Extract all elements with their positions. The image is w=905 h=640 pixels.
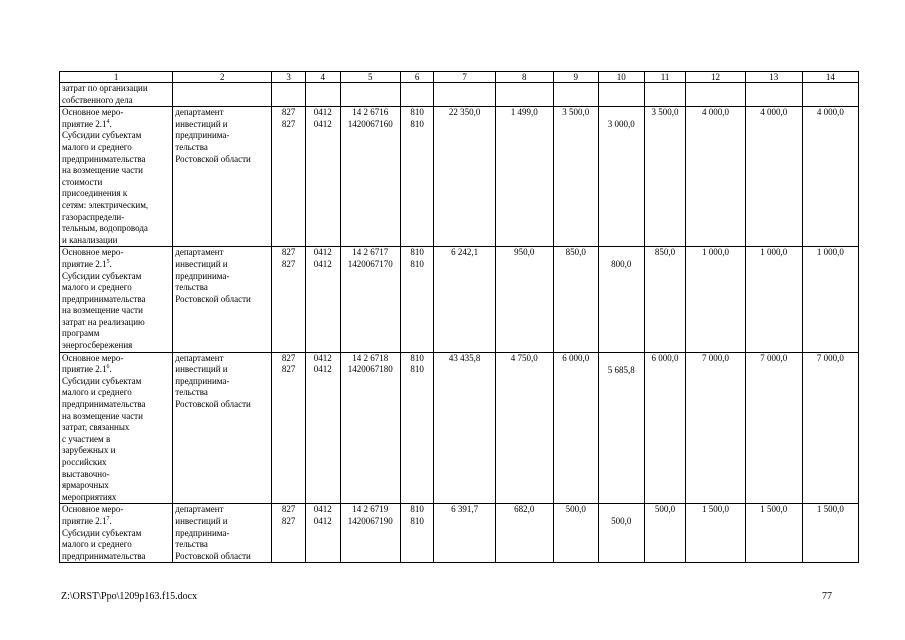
budget-table <box>59 71 859 563</box>
code-value: 810 <box>410 107 424 118</box>
header-cell: 13 <box>745 72 802 83</box>
section-code <box>305 504 340 563</box>
table-row <box>60 504 859 563</box>
header-cell: 14 <box>802 72 858 83</box>
empty-cell <box>745 83 802 107</box>
empty-cell <box>644 83 686 107</box>
code-value: 0412 <box>313 504 332 515</box>
expense-type-code <box>400 107 434 247</box>
footnote-mark: 7 <box>106 515 110 522</box>
text-line: газораспредели- <box>62 211 125 222</box>
expense-type-code <box>400 352 434 504</box>
text-line: мероприятиях <box>62 491 117 502</box>
amount-c12: 4 000,0 <box>686 107 745 247</box>
code-value: 827 <box>281 515 296 526</box>
file-path: Z:\ORST\Ppo\1209p163.f15.docx <box>61 591 198 602</box>
amount-c9: 6 000,0 <box>553 352 598 504</box>
code-value: 14 2 6717 <box>352 247 389 258</box>
amount-c13: 4 000,0 <box>745 107 802 247</box>
target-article-code <box>340 352 400 504</box>
code-value: 1420067160 <box>347 118 393 129</box>
header-cell: 8 <box>495 72 553 83</box>
text-line: Ростовской области <box>175 399 251 410</box>
section-code <box>305 107 340 247</box>
target-article-code <box>340 107 400 247</box>
text-line: инвестиций и <box>175 118 228 129</box>
code-value: 827 <box>281 107 296 118</box>
header-cell: 10 <box>598 72 644 83</box>
amount-c7: 6 242,1 <box>434 247 495 352</box>
amount-c11: 6 000,0 <box>644 352 686 504</box>
responsible-department <box>173 352 272 504</box>
amount-c8: 950,0 <box>495 247 553 352</box>
text-line: стоимости <box>62 176 103 187</box>
text-line: Ростовской области <box>175 153 251 164</box>
text-line: инвестиций и <box>175 515 228 526</box>
footnote-mark: 6 <box>106 364 110 371</box>
text-line: российских <box>62 457 107 467</box>
amount-c14: 7 000,0 <box>802 352 858 504</box>
text-line: сетям: электрическим, <box>62 199 149 210</box>
grbs-code <box>272 107 306 247</box>
grbs-code <box>272 247 306 352</box>
section-code <box>305 352 340 504</box>
code-value: 827 <box>281 118 296 129</box>
code-value: 0412 <box>313 352 332 363</box>
empty-cell <box>802 83 858 107</box>
grbs-code <box>272 352 306 504</box>
header-cell: 5 <box>340 72 400 83</box>
text-line: собственного дела <box>62 94 133 105</box>
empty-cell <box>553 83 598 107</box>
amount-c14: 1 000,0 <box>802 247 858 352</box>
amount-c11: 850,0 <box>644 247 686 352</box>
empty-cell <box>272 83 306 107</box>
text-line: приятие $2.1^4$. <box>62 118 112 129</box>
text-line: приятие $2.1^7$. <box>62 515 112 526</box>
header-cell: 1 <box>60 72 173 83</box>
text-line: департамент <box>175 504 224 515</box>
text-line: тельства <box>175 387 208 398</box>
text-line: затрат по организации <box>62 83 148 93</box>
amount-c8: 1 499,0 <box>495 107 553 247</box>
header-cell: 2 <box>173 72 272 83</box>
amount-c9: 3 500,0 <box>553 107 598 247</box>
code-value: 810 <box>410 504 424 515</box>
footnote-mark: 4 <box>106 118 110 125</box>
amount-c12: 1 000,0 <box>686 247 745 352</box>
amount-c10: 3 000,0 <box>598 107 644 247</box>
text-line: предпринима- <box>175 130 230 141</box>
responsible-department <box>173 504 272 563</box>
code-value: 1420067190 <box>347 515 393 526</box>
amount-c12: 7 000,0 <box>686 352 745 504</box>
text-line: тельства <box>175 141 208 152</box>
text-line: на возмещение части <box>62 305 143 316</box>
text-line: Субсидии субъектам <box>62 270 142 281</box>
empty-cell <box>400 83 434 107</box>
amount-c13: 1 000,0 <box>745 247 802 352</box>
text-line: департамент <box>175 352 224 363</box>
text-line: зарубежных и <box>62 445 116 456</box>
header-cell: 6 <box>400 72 434 83</box>
empty-cell <box>495 83 553 107</box>
text-line: Основное меро- <box>62 107 124 118</box>
text-line: предпринима- <box>175 375 230 386</box>
table-row <box>60 107 859 247</box>
text-line: департамент <box>175 107 224 118</box>
header-cell: 3 <box>272 72 306 83</box>
text-line: инвестиций и <box>175 364 228 375</box>
text-line: предпринимательства <box>62 399 146 410</box>
text-line: энергосбережения <box>62 340 133 351</box>
text-line: предпринима- <box>175 270 230 281</box>
grbs-code <box>272 504 306 563</box>
amount-c8: 4 750,0 <box>495 352 553 504</box>
text-line: программ <box>62 328 100 339</box>
code-value: 0412 <box>313 258 332 269</box>
responsible-department <box>173 107 272 247</box>
text-line: ярмарочных <box>62 480 109 491</box>
text-line: с участием в <box>62 433 111 444</box>
header-cell: 9 <box>553 72 598 83</box>
code-value: 0412 <box>313 118 332 129</box>
code-value: 14 2 6719 <box>352 504 389 515</box>
text-line: на возмещение части <box>62 165 143 176</box>
text-line: тельным, водопровода <box>62 223 148 234</box>
text-line: тельства <box>175 539 208 550</box>
amount-c14: 1 500,0 <box>802 504 858 563</box>
text-line: присоединения к <box>62 188 128 199</box>
footnote-mark: 5 <box>106 258 110 265</box>
header-row <box>60 72 859 83</box>
text-line: малого и среднего <box>62 539 132 550</box>
amount-c7: 6 391,7 <box>434 504 495 563</box>
amount-c8: 682,0 <box>495 504 553 563</box>
amount-c14: 4 000,0 <box>802 107 858 247</box>
amount-c11: 3 500,0 <box>644 107 686 247</box>
text-line: предпринима- <box>175 527 230 538</box>
target-article-code <box>340 247 400 352</box>
empty-cell <box>686 83 745 107</box>
amount-c10: 500,0 <box>598 504 644 563</box>
expense-type-code <box>400 504 434 563</box>
text-line: на возмещение части <box>62 410 143 421</box>
header-cell: 7 <box>434 72 495 83</box>
header-cell: 12 <box>686 72 745 83</box>
code-value: 0412 <box>313 364 332 375</box>
code-value: 0412 <box>313 247 332 258</box>
text-line: малого и среднего <box>62 387 132 398</box>
text-line: малого и среднего <box>62 282 132 293</box>
code-value: 810 <box>410 118 424 129</box>
text-line: и канализации <box>62 234 118 245</box>
amount-c13: 1 500,0 <box>745 504 802 563</box>
code-value: 810 <box>410 352 424 363</box>
measure-description <box>60 504 173 563</box>
budget-table-page <box>59 71 859 563</box>
code-value: 0412 <box>313 107 332 118</box>
expense-type-code <box>400 247 434 352</box>
text-line: предпринимательства <box>62 153 146 164</box>
text-line: приятие $2.1^6$. <box>62 364 112 375</box>
code-value: 827 <box>281 247 296 258</box>
text-line: предпринимательства <box>62 550 146 561</box>
code-value: 14 2 6716 <box>352 107 389 118</box>
empty-cell <box>173 83 272 107</box>
text-line: инвестиций и <box>175 258 228 269</box>
code-value: 1420067180 <box>347 364 393 375</box>
responsible-department <box>173 247 272 352</box>
amount-c12: 1 500,0 <box>686 504 745 563</box>
amount-c7: 22 350,0 <box>434 107 495 247</box>
code-value: 827 <box>281 258 296 269</box>
code-value: 810 <box>410 515 424 526</box>
empty-cell <box>434 83 495 107</box>
text-line: Основное меро- <box>62 352 124 363</box>
continued-description <box>60 83 173 107</box>
text-line: предпринимательства <box>62 293 146 304</box>
code-value: 827 <box>281 364 296 375</box>
text-line: затрат, связанных <box>62 422 130 433</box>
measure-description <box>60 107 173 247</box>
amount-c13: 7 000,0 <box>745 352 802 504</box>
continued-row <box>60 83 859 107</box>
text-line: Ростовской области <box>175 293 251 304</box>
text-line: Субсидии субъектам <box>62 130 142 141</box>
page-number: 77 <box>822 591 832 602</box>
header-cell: 4 <box>305 72 340 83</box>
amount-c9: 500,0 <box>553 504 598 563</box>
code-value: 810 <box>410 364 424 375</box>
amount-c11: 500,0 <box>644 504 686 563</box>
text-line: Субсидии субъектам <box>62 375 142 386</box>
text-line: Основное меро- <box>62 504 124 515</box>
text-line: Ростовской области <box>175 550 251 561</box>
code-value: 810 <box>410 258 424 269</box>
text-line: Основное меро- <box>62 247 124 258</box>
table-row <box>60 352 859 504</box>
text-line: приятие $2.1^5$. <box>62 258 112 269</box>
amount-c10: 800,0 <box>598 247 644 352</box>
empty-cell <box>598 83 644 107</box>
empty-cell <box>340 83 400 107</box>
empty-cell <box>305 83 340 107</box>
amount-c7: 43 435,8 <box>434 352 495 504</box>
measure-description <box>60 247 173 352</box>
code-value: 1420067170 <box>347 258 393 269</box>
header-cell: 11 <box>644 72 686 83</box>
code-value: 14 2 6718 <box>352 352 389 363</box>
table-body <box>60 72 859 563</box>
text-line: малого и среднего <box>62 141 132 152</box>
text-line: тельства <box>175 282 208 293</box>
amount-c9: 850,0 <box>553 247 598 352</box>
section-code <box>305 247 340 352</box>
measure-description <box>60 352 173 504</box>
code-value: 810 <box>410 247 424 258</box>
table-row <box>60 247 859 352</box>
code-value: 827 <box>281 352 296 363</box>
code-value: 0412 <box>313 515 332 526</box>
target-article-code <box>340 504 400 563</box>
amount-c10: 5 685,8 <box>598 352 644 504</box>
text-line: выставочно- <box>62 468 110 479</box>
text-line: затрат на реализацию <box>62 316 145 327</box>
text-line: департамент <box>175 247 224 258</box>
code-value: 827 <box>281 504 296 515</box>
text-line: Субсидии субъектам <box>62 527 142 538</box>
